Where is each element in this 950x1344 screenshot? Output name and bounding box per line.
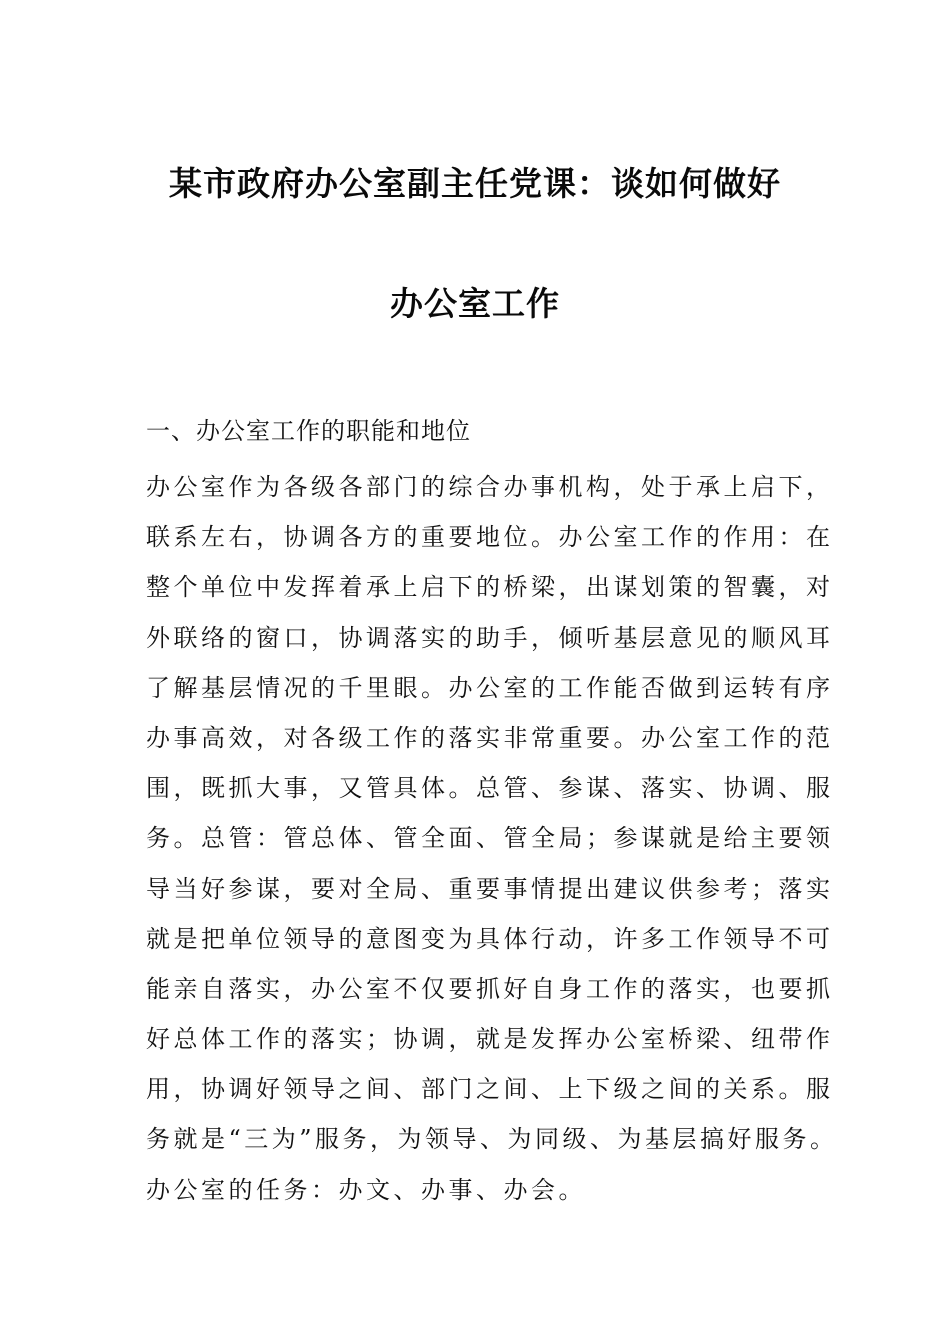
body-line: 导当好参谋，要对全局、重要事情提出建议供参考；落实 [146, 874, 834, 903]
body-line: 好总体工作的落实；协调，就是发挥办公室桥梁、纽带作 [146, 1025, 834, 1054]
body-line: 能亲自落实，办公室不仅要抓好自身工作的落实，也要抓 [146, 974, 834, 1003]
body-paragraph [146, 462, 838, 1215]
body-line: 办事高效，对各级工作的落实非常重要。办公室工作的范 [146, 723, 834, 752]
document-title-line-2: 办公室工作 [390, 284, 560, 323]
body-line: 就是把单位领导的意图变为具体行动，许多工作领导不可 [146, 924, 834, 953]
body-line: 办公室作为各级各部门的综合办事机构，处于承上启下， [146, 473, 834, 501]
body-line: 用，协调好领导之间、部门之间、上下级之间的关系。服 [146, 1075, 834, 1104]
document-title-line-1: 某市政府办公室副主任党课：谈如何做好 [169, 164, 781, 203]
body-line: 了解基层情况的千里眼。办公室的工作能否做到运转有序 [146, 673, 834, 702]
body-line: 办公室的任务：办文、办事、办会。 [146, 1175, 586, 1204]
body-line: 务就是“三为”服务，为领导、为同级、为基层搞好服务。 [146, 1125, 838, 1154]
body-line: 联系左右，协调各方的重要地位。办公室工作的作用：在 [146, 523, 834, 552]
body-line: 整个单位中发挥着承上启下的桥梁，出谋划策的智囊，对 [146, 573, 834, 602]
section-heading: 一、办公室工作的职能和地位 [146, 417, 471, 445]
body-line: 外联络的窗口，协调落实的助手，倾听基层意见的顺风耳 [146, 623, 834, 652]
body-line: 围，既抓大事，又管具体。总管、参谋、落实、协调、服 [146, 774, 834, 803]
body-line: 务。总管：管总体、管全面、管全局；参谋就是给主要领 [146, 824, 834, 853]
